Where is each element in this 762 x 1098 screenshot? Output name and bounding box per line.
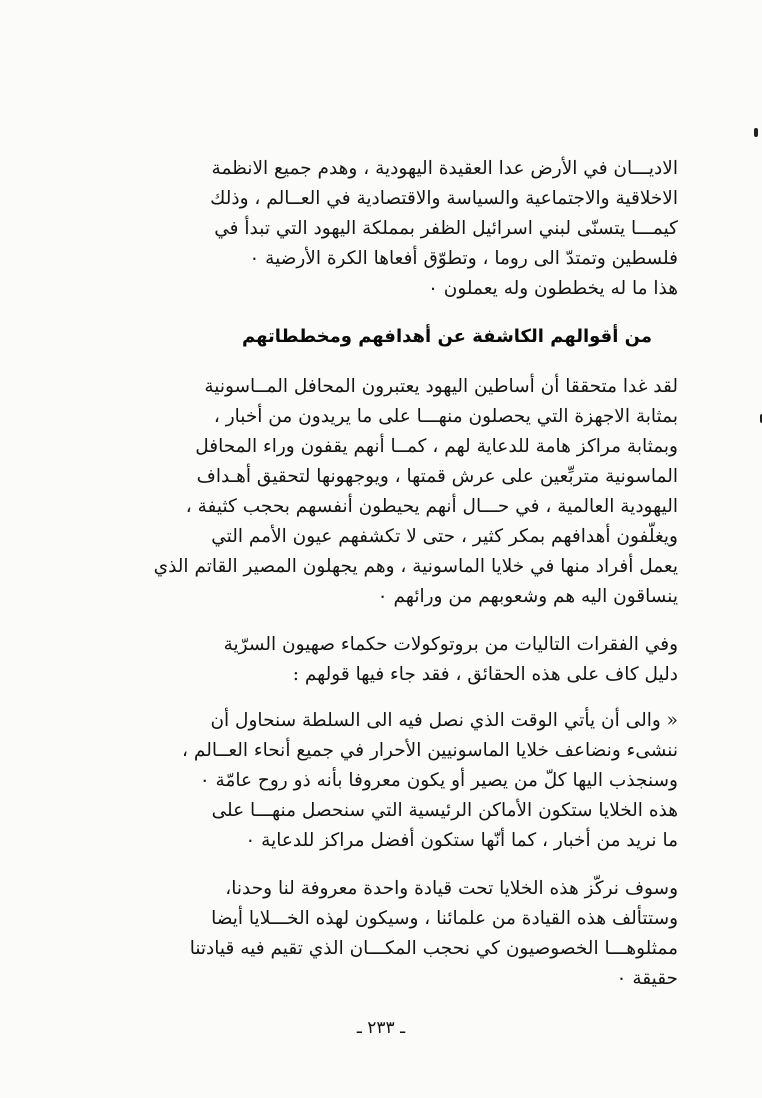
- text-line: بمثابة الاجهزة التي يحصلون منهـــا على ما يريدون من أخبار ،: [213, 406, 678, 427]
- text-line: لقد غدا متحققا أن أساطين اليهود يعتبرون المحافل المــاسونية: [204, 376, 678, 397]
- paragraph-1: [118, 154, 678, 304]
- text-line: الاديـــان في الأرض عدا العقيدة اليهودية ، وهدم جميع الانظمة: [211, 158, 678, 179]
- text-line: الماسونية متربِّعين على عرش قمتها ، ويوجهونها لتحقيق أهـداف: [196, 466, 678, 487]
- text-line: يعمل أفراد منها في خلايا الماسونية ، وهم يجهلون المصير القاتم الذي: [153, 556, 678, 577]
- quote-paragraph: [118, 706, 678, 856]
- text-line: وسوف نركّز هذه الخلايا تحت قيادة واحدة معروفة لنا وحدنا،: [225, 878, 678, 899]
- paragraph-5: [118, 874, 678, 994]
- text-line: ننشىء ونضاعف خلايا الماسونيين الأحرار في جميع أنحاء العــالم ،: [182, 740, 678, 761]
- page-number: ـ ٢٣٣ ـ: [356, 1018, 406, 1038]
- text-line: هذه الخلايا ستكون الأماكن الرئيسية التي سنحصل منهـــا على: [211, 800, 678, 821]
- text-line: وفي الفقرات التاليات من بروتوكولات حكماء صهيون السرّية: [223, 634, 678, 655]
- text-line: ممثلوهـــا الخصوصيون كي نحجب المكـــان الذي تقيم فيه قيادتنا: [189, 938, 678, 959]
- text-line: ينساقون اليه هم وشعوبهم من ورائهم ٠: [377, 586, 678, 607]
- text-line: فلسطين وتمتدّ الى روما ، وتطوّق أفعاها الكرة الأرضية ٠: [249, 248, 678, 269]
- text-line: وبمثابة مراكز هامة للدعاية لهم ، كمــا أنهم يقفون وراء المحافل: [195, 436, 678, 457]
- paragraph-2: [118, 372, 678, 612]
- text-line: دليل كاف على هذه الحقائق ، فقد جاء فيها قولهم :: [292, 664, 678, 685]
- text-line: هذا ما له يخططون وله يعملون ٠: [427, 278, 678, 299]
- text-line: وسنجذب اليها كلّ من يصير أو يكون معروفا بأنه ذو روح عامّة ٠: [199, 770, 678, 791]
- text-line: كيمـــا يتسنّى لبني اسرائيل الظفر بمملكة اليهود التي تبدأ في: [214, 218, 678, 239]
- text-line: الاخلاقية والاجتماعية والسياسة والاقتصادية في العــالم ، وذلك: [210, 188, 678, 209]
- text-line: حقيقة ٠: [616, 968, 678, 989]
- text-line: وستتألف هذه القيادة من علمائنا ، وسيكون لهذه الخـــلايا أيضا: [211, 908, 678, 929]
- text-line: ما نريد من أخبار ، كما أنّها ستكون أفضل مراكز للدعاية ٠: [245, 830, 678, 851]
- text-line: اليهودية العالمية ، في حـــال أنهم يحيطون أنفسهم بحجب كثيفة ،: [185, 496, 678, 517]
- paragraph-3: [118, 630, 678, 690]
- text-line: ويغلّفون أهدافهم بمكر كثير ، حتى لا تكشفهم عيون الأمم التي: [211, 526, 678, 547]
- margin-mark: [754, 128, 758, 137]
- section-heading: من أقوالهم الكاشفة عن أهدافهم ومخططاتهم: [242, 326, 652, 347]
- text-line: « والى أن يأتي الوقت الذي نصل فيه الى السلطة سنحاول أن: [210, 710, 678, 731]
